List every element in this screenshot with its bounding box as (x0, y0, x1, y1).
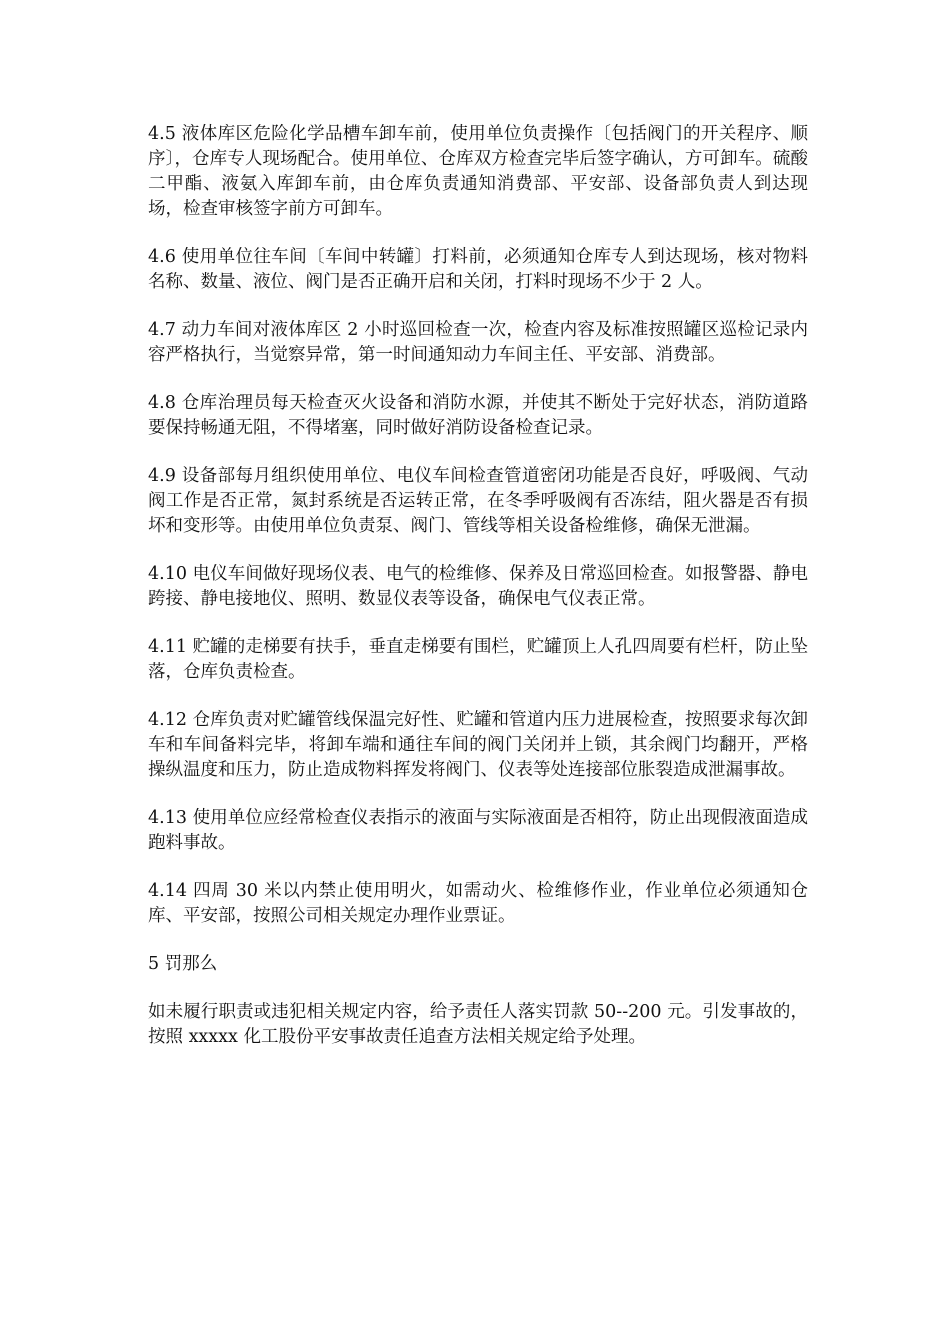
clause-4-13: 4.13 使用单位应经常检查仪表指示的液面与实际液面是否相符，防止出现假液面造成跑料事故。 (148, 808, 808, 853)
clause-4-9: 4.9 设备部每月组织使用单位、电仪车间检查管道密闭功能是否良好，呼吸阀、气动阀工作是否正常，氮封系统是否运转正常，在冬季呼吸阀有否冻结，阻火器是否有损坏和变形等。由使用单位负责泵、阀门、管线等相关设备检维修，确保无泄漏。 (148, 466, 808, 536)
clause-4-5: 4.5 液体库区危险化学品槽车卸车前，使用单位负责操作〔包括阀门的开关程序、顺序〕，仓库专人现场配合。使用单位、仓库双方检查完毕后签字确认，方可卸车。硫酸二甲酯、液氨入库卸车前，由仓库负责通知消费部、平安部、设备部负责人到达现场，检查审核签字前方可卸车。 (148, 124, 808, 219)
clause-4-12: 4.12 仓库负责对贮罐管线保温完好性、贮罐和管道内压力进展检查，按照要求每次卸车和车间备料完毕，将卸车端和通往车间的阀门关闭并上锁，其余阀门均翻开，严格操纵温度和压力，防止造成物料挥发将阀门、仪表等处连接部位胀裂造成泄漏事故。 (148, 710, 808, 780)
clause-4-6: 4.6 使用单位往车间〔车间中转罐〕打料前，必须通知仓库专人到达现场，核对物料名称、数量、液位、阀门是否正确开启和关闭，打料时现场不少于 2 人。 (148, 247, 808, 292)
document-body (148, 122, 808, 1073)
section-heading-penalties: 5 罚那么 (148, 954, 218, 974)
clause-4-8: 4.8 仓库治理员每天检查灭火设备和消防水源，并使其不断处于完好状态，消防道路要保持畅通无阻，不得堵塞，同时做好消防设备检查记录。 (148, 393, 808, 438)
penalty-paragraph: 如未履行职责或违犯相关规定内容，给予责任人落实罚款 50--200 元。引发事故的，按照 xxxxx 化工股份平安事故责任追查方法相关规定给予处理。 (148, 1002, 808, 1047)
clause-4-10: 4.10 电仪车间做好现场仪表、电气的检维修、保养及日常巡回检查。如报警器、静电跨接、静电接地仪、照明、数显仪表等设备，确保电气仪表正常。 (148, 564, 808, 609)
clause-4-7: 4.7 动力车间对液体库区 2 小时巡回检查一次，检查内容及标准按照罐区巡检记录内容严格执行，当觉察异常，第一时间通知动力车间主任、平安部、消费部。 (148, 320, 808, 365)
clause-4-11: 4.11 贮罐的走梯要有扶手，垂直走梯要有围栏，贮罐顶上人孔四周要有栏杆，防止坠落，仓库负责检查。 (148, 637, 808, 682)
clause-4-14: 4.14 四周 30 米以内禁止使用明火，如需动火、检维修作业，作业单位必须通知仓库、平安部，按照公司相关规定办理作业票证。 (148, 881, 808, 926)
